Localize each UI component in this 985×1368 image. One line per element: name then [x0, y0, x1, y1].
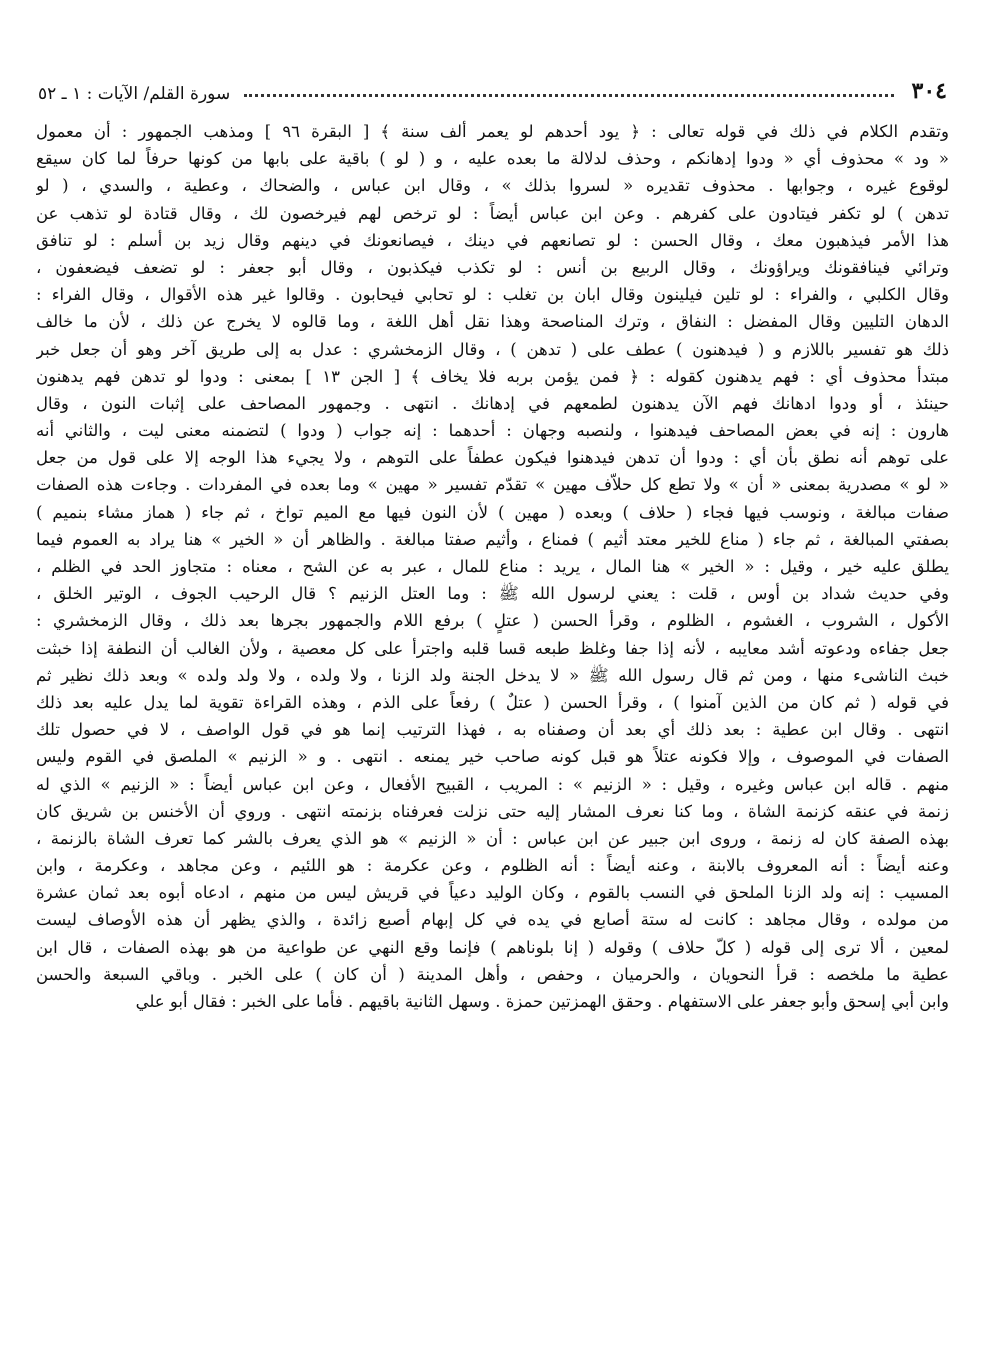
text-line: هذا الأمر فيذهبون معك ، وقال الحسن : لو تصانعهم في دينك ، فيصانعونك في دينهم وقال زيد بن أسلم : لو تنافق — [36, 230, 949, 250]
text-line: زنمة في عنقه كزنمة الشاة ، وما كنا نعرف المشار إليه حتى نزلت فعرفناه بزنمته انتهى . وروي أن الأخنس بن شريق كان — [36, 801, 949, 821]
text-line: لوقوع غيره ، وجوابها . محذوف تقديره « لسروا بذلك » ، وقال ابن عباس ، والضحاك ، وعطية ، والسدي ، ( لو — [36, 176, 949, 196]
text-line: مبتدأ محذوف أي : فهم يدهنون كقوله : ﴿ فمن يؤمن بربه فلا يخاف ﴾ [ الجن ١٣ ] بمعنى : ودوا لو تدهن فهم يدهنون — [36, 366, 949, 386]
text-line: منهم . قاله ابن عباس وغيره ، وقيل : « الزنيم » : المريب ، القبيح الأفعال ، وعن ابن عباس أيضاً : « الزنيم » الذي له — [36, 774, 949, 794]
page-number: ٣٠٤ — [911, 78, 947, 104]
text-line: وقال الكلبي ، والفراء : لو تلين فيلينون وقال ابان بن تغلب : لو تحابي فيحابون . وقالوا غير هذه الأقوال ، وقال الفراء : — [36, 285, 949, 305]
text-line: بهذه الصفة كان له زنمة ، وروى ابن جبير عن ابن عباس : أن « الزنيم » هو الذي يعرف بالشر كما تعرف الشاة بالزنمة ، — [36, 828, 949, 848]
text-line: على توهم أنه نطق بأن أي : ودوا أن تدهن فيدهنوا فيكون عطفاً على التوهم ، ولا يجيء هذا الوجه إلا على قول من جعل — [36, 448, 949, 468]
text-line: وفي حديث شداد بن أوس ، قلت : يعني لرسول الله ﷺ : وما العتل الزنيم ؟ قال الرحيب الجوف ، الوتير الخلق ، — [36, 584, 949, 604]
text-line: وعنه أيضاً : أنه المعروف بالابنة ، وعنه أيضاً : أنه الظلوم ، وعن عكرمة : هو اللئيم ، وعن مجاهد ، وعكرمة ، وابن — [36, 856, 949, 876]
text-line: بصفتي المبالغة ، ثم جاء ( مناع للخير معتد أثيم ) فمناع ، وأثيم صفتا مبالغة . والظاهر أن « الخير » هنا يراد به العموم فيما — [36, 529, 949, 549]
text-line: « ود » محذوف أي « ودوا إدهانكم ، وحذف لدلالة ما بعده عليه ، و ( لو ) باقية على بابها من كونها حرفاً لما كان سيقع — [36, 149, 949, 169]
text-line: المسيب : إنه ولد الزنا الملحق في النسب بالقوم ، وكان الوليد دعياً في قريش ليس من منهم ، ادعاه أبوه بعد ثمان عشرة — [36, 883, 949, 903]
text-line: وابن أبي إسحق وأبو جعفر على الاستفهام . وحقق الهمزتين حمزة . وسهل الثانية باقيهم . فأما على الخبر : فقال أبو علي — [135, 992, 949, 1011]
text-line: حينئذ ، أو ودوا ادهانك فهم الآن يدهنون لطمعهم في إدهانك . انتهى . وجمهور المصاحف على إثبات النون ، وقال — [36, 393, 949, 413]
text-line: في قوله ( ثم كان من الذين آمنوا ) ، وقرأ الحسن ( عتلٌ ) رفعاً على الذم ، وهذه القراءة تقوية لما يدل عليه بعد ذلك — [36, 692, 949, 712]
text-line: من مولده ، وقال مجاهد : كانت له ستة أصابع في يده في كل إبهام أصبع زائدة ، والذي يظهر أن هذه الأوصاف ليست — [36, 910, 949, 930]
text-line: وترائي فينافقونك ويراؤونك ، وقال الربيع بن أنس : لو تكذب فيكذبون ، وقال أبو جعفر : لو تضعف فيضعفون ، — [36, 257, 949, 277]
text-line: يطلق عليه خير ، وقيل : « الخير » هنا المال ، يريد : مناع للمال ، عبر به عن الشح ، معناه : متجاوز الحد في الظلم ، — [36, 557, 949, 576]
text-line: خبث الناشىء منها ، ومن ثم قال رسول الله ﷺ « لا يدخل الجنة ولد الزنا ، ولا ولده ، ولا ولد ولده » وبعد ذلك نظير ثم — [36, 665, 949, 685]
page-header — [38, 76, 947, 104]
text-line: الصفات في الموصوف ، وإلا فكونه عتلاً هو قبل كونه صاحب خير يمنعه . انتهى . و « الزنيم » الملصق في القوم وليس — [36, 747, 949, 767]
text-line: تدهن ) لو تكفر فيتادون على كفرهم . وعن ابن عباس أيضاً : لو ترخص لهم فيرخصون لك ، وقال قتادة لو تذهب عن — [36, 203, 949, 223]
text-line: ذلك هو تفسير باللازم و ( فيدهنون ) عطف على ( تدهن ) ، وقال الزمخشري : عدل به إلى طريق آخر وهو أن جعل خبر — [36, 339, 949, 359]
text-line: هارون : إنه في بعض المصاحف فيدهنوا ، ولنصبه وجهان : أحدهما : إنه جواب ( ودوا ) لتضمنه معنى ليت ، والثاني أنه — [36, 421, 949, 441]
dotted-leader — [244, 94, 893, 97]
text-line: « لو » مصدرية بمعنى « أن » ولا تطع كل حلاّف مهين » تقدّم تفسير « مهين » وما بعده في المفردات . وجاءت هذه الصفات — [36, 475, 949, 495]
text-line: الأكول ، الشروب ، الغشوم ، الظلوم ، وقرأ الحسن ( عتلٍ ) برفع اللام والجمهور بجرها بعد ذلك ، وقال الزمخشري : — [36, 611, 949, 631]
text-line: انتهى . وقال ابن عطية : بعد ذلك أي بعد أن وصفناه به ، فهذا الترتيب إنما هو في قول الواصف ، لا في حصول تلك — [36, 720, 949, 740]
body-text — [36, 118, 949, 1015]
text-line: وتقدم الكلام في ذلك في قوله تعالى : ﴿ يود أحدهم لو يعمر ألف سنة ﴾ [ البقرة ٩٦ ] ومذهب الجمهور : أن معمول — [36, 122, 949, 141]
text-line: عطية ما ملخصه : قرأ النحويان ، والحرميان ، وحفص ، وأهل المدينة ( أن كان ) على الخبر . وباقي السبعة والحسن — [36, 964, 949, 984]
text-line: جعل جفاءه ودعوته أشد معايبه ، لأنه إذا جفا وغلظ طبعه قسا قلبه واجترأ على كل معصية ، ولأن الغالب أن النطفة إذا خبثت — [36, 638, 949, 658]
running-title: سورة القلم/ الآيات : ١ ـ ٥٢ — [38, 84, 231, 104]
text-line: الدهان التليين وقال المفضل : النفاق ، وترك المناصحة وهذا نقل أهل اللغة ، وما قالوه لا يخرج عن ذلك ، لأن ما خالف — [36, 312, 949, 332]
text-line: لمعين ، ألا ترى إلى قوله ( كلّ حلاف ) وقوله ( إنا بلوناهم ) فإنما وقع النهي عن طواعية من هو بهذه الصفات ، قال ابن — [36, 937, 949, 957]
text-line: صفات مبالغة ، ونوسب فيها فجاء ( حلاف ) وبعده ( مهين ) لأن النون فيها مع الميم تواخ ، ثم جاء ( هماز مشاء بنميم ) — [36, 502, 949, 522]
